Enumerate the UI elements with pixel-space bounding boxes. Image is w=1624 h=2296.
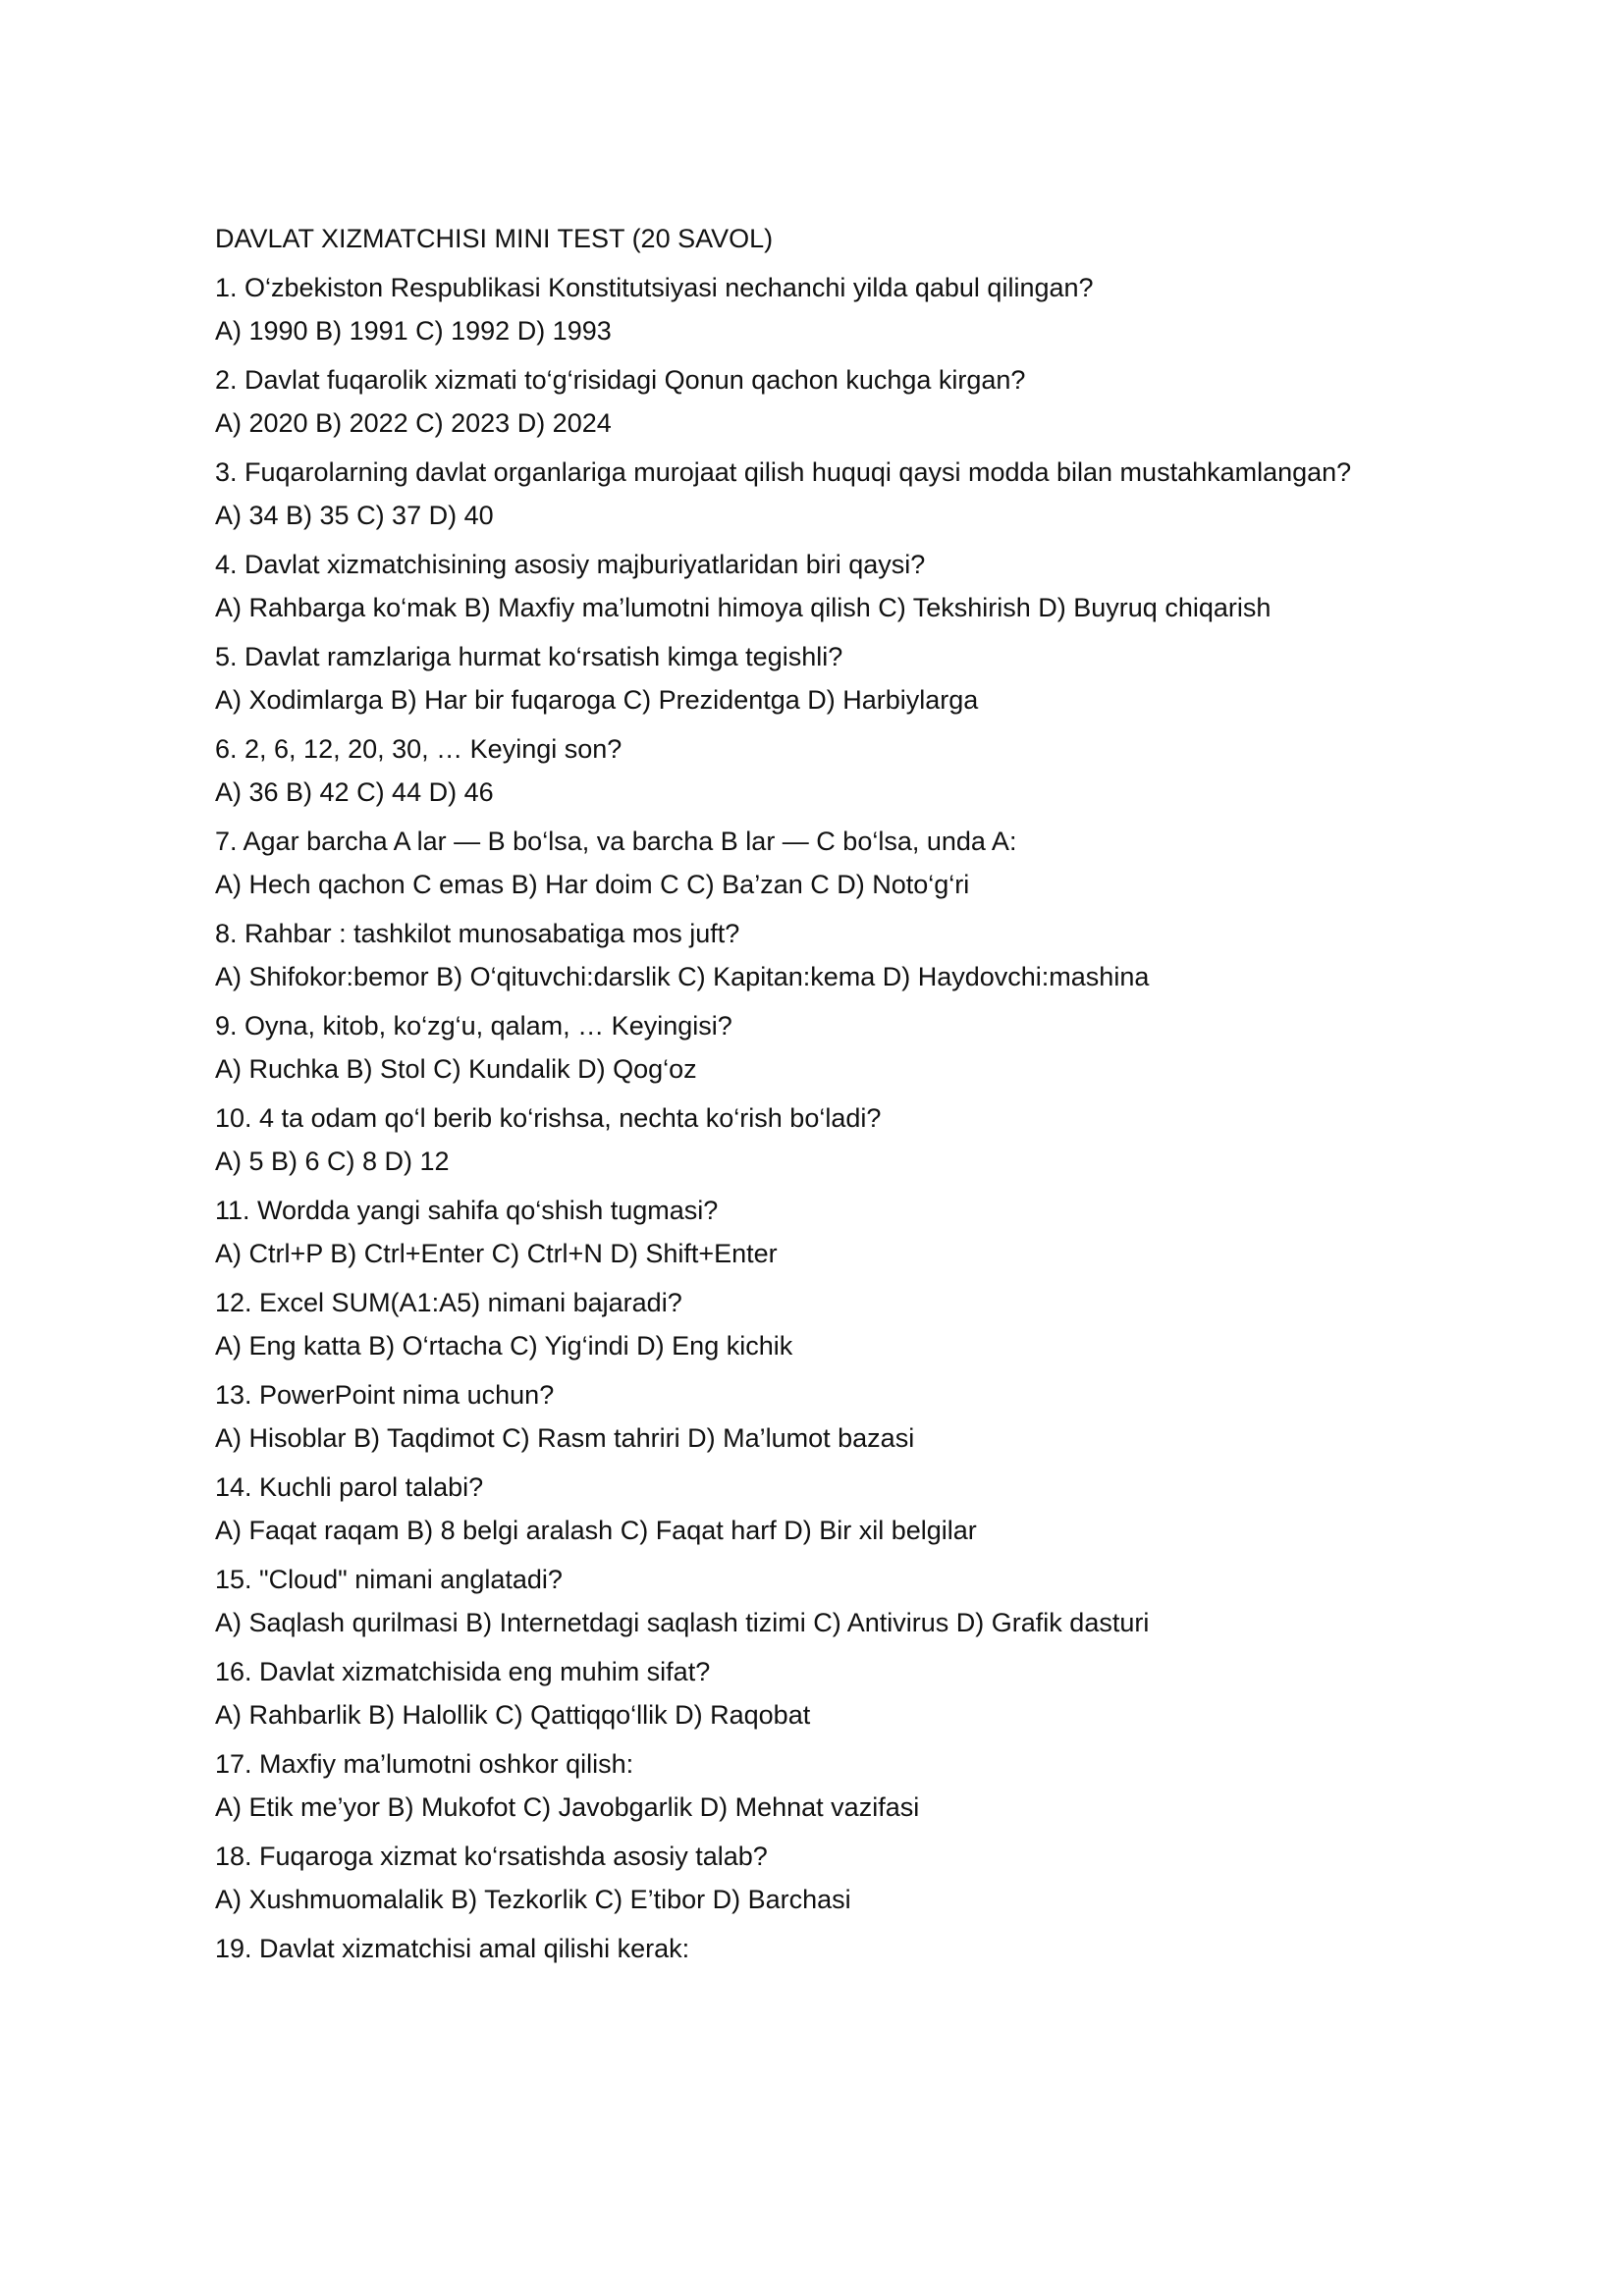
answer-options: A) Saqlash qurilmasi B) Internetdagi saqlash tizimi C) Antivirus D) Grafik dasturi <box>215 1608 1150 1637</box>
question-text: 12. Excel SUM(A1:A5) nimani bajaradi? <box>215 1288 682 1317</box>
answer-options: A) Hech qachon C emas B) Har doim C C) Ba’zan C D) Noto‘g‘ri <box>215 870 970 899</box>
question-text: 7. Agar barcha A lar — B bo‘lsa, va barcha B lar — C bo‘lsa, unda A: <box>215 827 1017 856</box>
answer-options: A) Shifokor:bemor B) O‘qituvchi:darslik C) Kapitan:kema D) Haydovchi:mashina <box>215 962 1150 991</box>
question-item <box>215 455 1491 532</box>
answer-options: A) Ctrl+P B) Ctrl+Enter C) Ctrl+N D) Shift+Enter <box>215 1239 778 1268</box>
question-item <box>215 732 1491 809</box>
question-text: 13. PowerPoint nima uchun? <box>215 1380 555 1410</box>
question-text: 11. Wordda yangi sahifa qo‘shish tugmasi? <box>215 1196 719 1225</box>
question-text: 19. Davlat xizmatchisi amal qilishi kerak: <box>215 1934 690 1963</box>
answer-options: A) Xushmuomalalik B) Tezkorlik C) E’tibor D) Barchasi <box>215 1885 851 1914</box>
question-item <box>215 1009 1491 1086</box>
question-item <box>215 640 1491 717</box>
answer-options: A) Faqat raqam B) 8 belgi aralash C) Faqat harf D) Bir xil belgilar <box>215 1516 977 1545</box>
answer-options: A) 2020 B) 2022 C) 2023 D) 2024 <box>215 408 612 438</box>
question-item <box>215 1840 1491 1916</box>
question-item <box>215 1194 1491 1270</box>
question-item <box>215 825 1491 901</box>
question-item <box>215 1932 1491 1965</box>
question-text: 8. Rahbar : tashkilot munosabatiga mos juft? <box>215 919 740 948</box>
question-text: 15. "Cloud" nimani anglatadi? <box>215 1565 563 1594</box>
answer-options: A) Hisoblar B) Taqdimot C) Rasm tahriri D) Ma’lumot bazasi <box>215 1423 915 1453</box>
question-text: 2. Davlat fuqarolik xizmati to‘g‘risidagi Qonun qachon kuchga kirgan? <box>215 365 1026 395</box>
question-item <box>215 917 1491 993</box>
question-text: 1. O‘zbekiston Respublikasi Konstitutsiyasi nechanchi yilda qabul qilingan? <box>215 273 1094 302</box>
question-text: 16. Davlat xizmatchisida eng muhim sifat? <box>215 1657 711 1686</box>
question-item <box>215 1378 1491 1455</box>
question-text: 10. 4 ta odam qo‘l berib ko‘rishsa, nechta ko‘rish bo‘ladi? <box>215 1103 882 1133</box>
document-title: DAVLAT XIZMATCHISI MINI TEST (20 SAVOL) <box>215 224 774 253</box>
question-text: 9. Oyna, kitob, ko‘zg‘u, qalam, … Keyingisi? <box>215 1011 732 1041</box>
question-item <box>215 271 1491 347</box>
question-item <box>215 1470 1491 1547</box>
question-item <box>215 363 1491 440</box>
question-item <box>215 1747 1491 1824</box>
answer-options: A) 5 B) 6 C) 8 D) 12 <box>215 1147 450 1176</box>
question-text: 17. Maxfiy ma’lumotni oshkor qilish: <box>215 1749 634 1779</box>
question-item <box>215 548 1491 624</box>
answer-options: A) Etik me’yor B) Mukofot C) Javobgarlik D) Mehnat vazifasi <box>215 1792 920 1822</box>
answer-options: A) 36 B) 42 C) 44 D) 46 <box>215 777 494 807</box>
question-item <box>215 1101 1491 1178</box>
question-text: 18. Fuqaroga xizmat ko‘rsatishda asosiy talab? <box>215 1842 768 1871</box>
answer-options: A) 1990 B) 1991 C) 1992 D) 1993 <box>215 316 612 346</box>
question-list <box>215 271 1491 1965</box>
answer-options: A) Rahbarga ko‘mak B) Maxfiy ma’lumotni himoya qilish C) Tekshirish D) Buyruq chiqarish <box>215 593 1272 622</box>
question-text: 6. 2, 6, 12, 20, 30, … Keyingi son? <box>215 734 623 764</box>
answer-options: A) Eng katta B) O‘rtacha C) Yig‘indi D) Eng kichik <box>215 1331 793 1361</box>
document-page <box>215 222 1491 1981</box>
answer-options: A) Xodimlarga B) Har bir fuqaroga C) Prezidentga D) Harbiylarga <box>215 685 979 715</box>
question-item <box>215 1655 1491 1732</box>
answer-options: A) Ruchka B) Stol C) Kundalik D) Qog‘oz <box>215 1054 697 1084</box>
question-text: 5. Davlat ramzlariga hurmat ko‘rsatish kimga tegishli? <box>215 642 843 671</box>
question-text: 14. Kuchli parol talabi? <box>215 1472 484 1502</box>
answer-options: A) Rahbarlik B) Halollik C) Qattiqqo‘llik D) Raqobat <box>215 1700 811 1730</box>
answer-options: A) 34 B) 35 C) 37 D) 40 <box>215 501 494 530</box>
question-text: 4. Davlat xizmatchisining asosiy majburiyatlaridan biri qaysi? <box>215 550 926 579</box>
question-item <box>215 1563 1491 1639</box>
question-text: 3. Fuqarolarning davlat organlariga murojaat qilish huquqi qaysi modda bilan mustahkamlangan? <box>215 457 1352 487</box>
question-item <box>215 1286 1491 1362</box>
